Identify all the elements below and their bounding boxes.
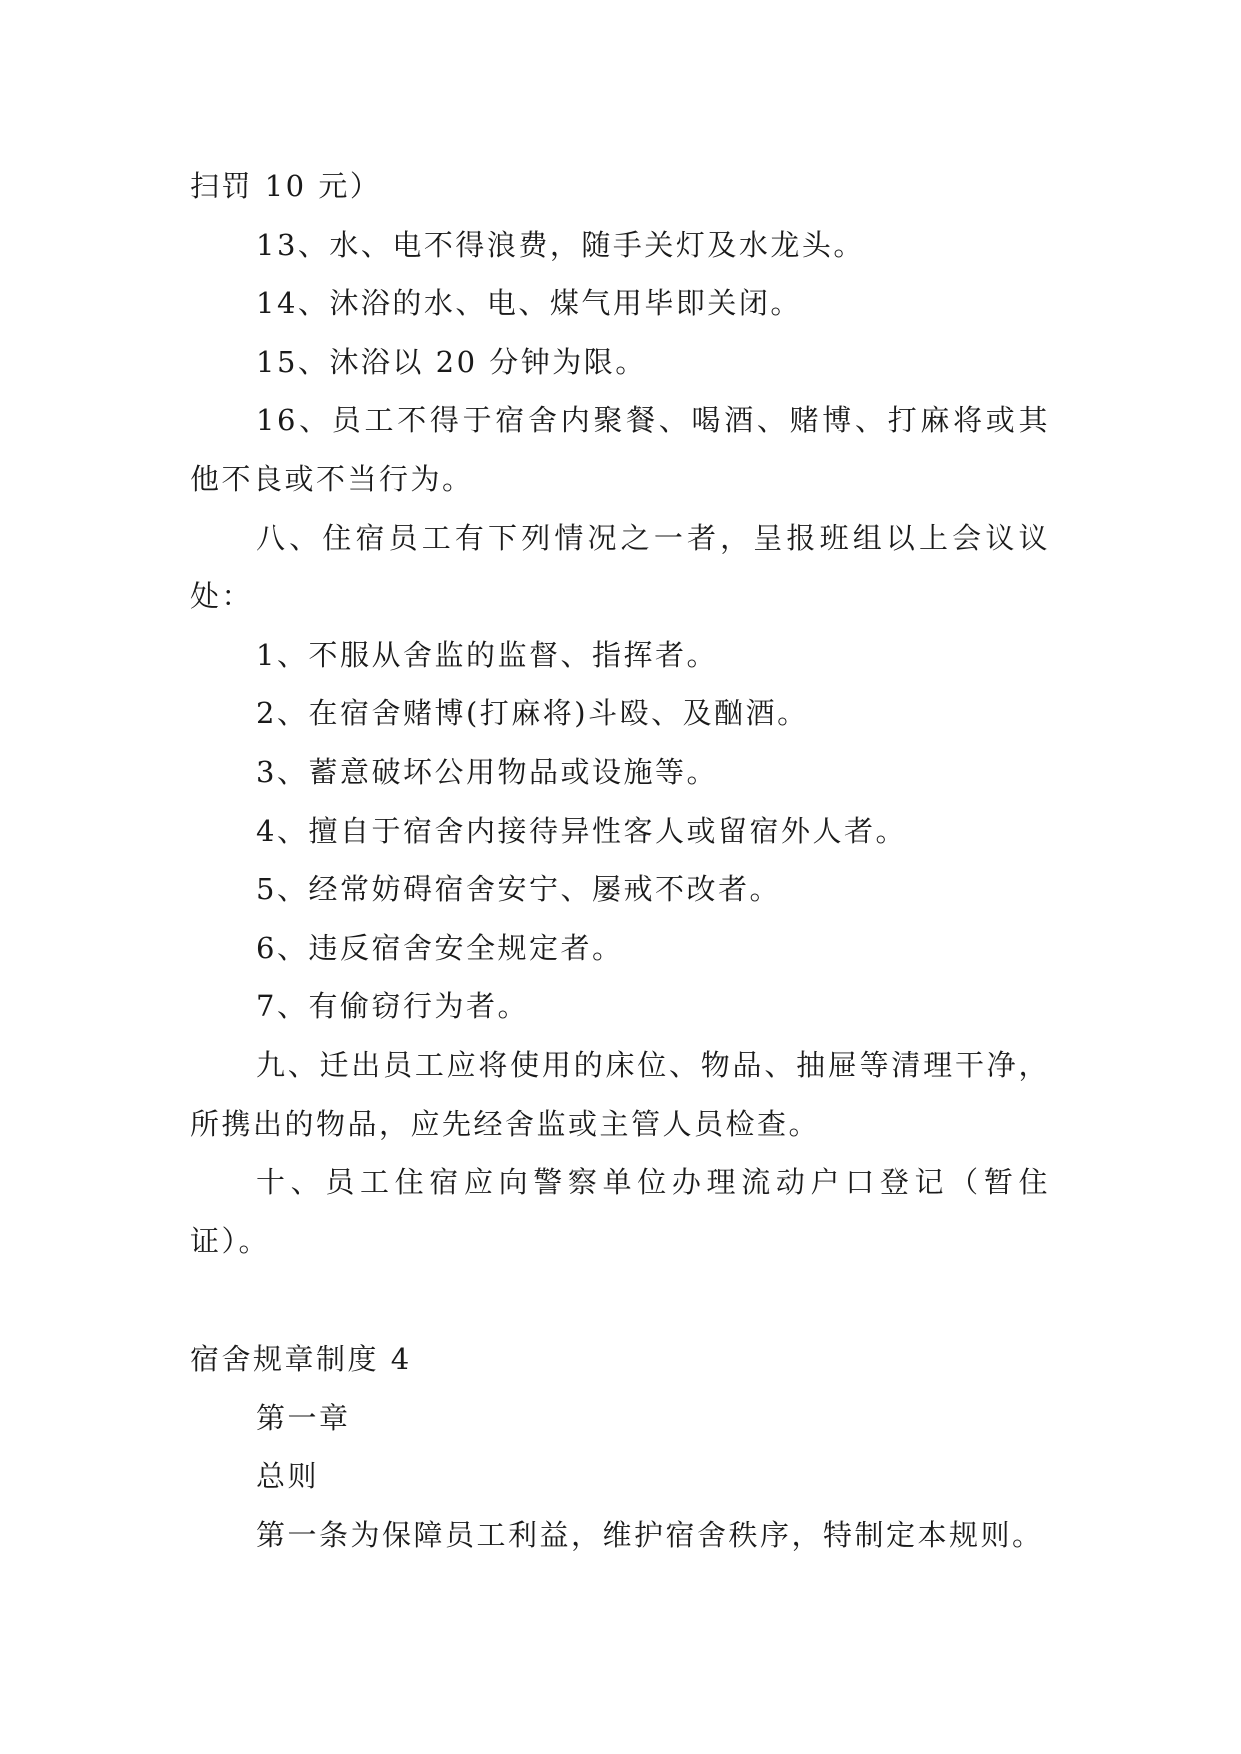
article-one: 第一条为保障员工利益，维护宿舍秩序，特制定本规则。 — [256, 1518, 1044, 1553]
document-body — [190, 157, 1050, 1565]
paragraph-line: 处： — [190, 579, 254, 614]
violation-item-6: 6、违反宿舍安全规定者。 — [256, 930, 624, 965]
rule-item-14: 14、沐浴的水、电、煤气用毕即关闭。 — [256, 286, 802, 321]
violation-item-4: 4、擅自于宿舍内接待异性客人或留宿外人者。 — [256, 813, 907, 848]
paragraph-line: 证）。 — [190, 1223, 271, 1258]
violation-item-3: 3、蓄意破坏公用物品或设施等。 — [256, 754, 718, 789]
violation-item-2: 2、在宿舍赌博(打麻将)斗殴、及酗酒。 — [256, 696, 809, 731]
document-heading: 宿舍规章制度 4 — [190, 1342, 412, 1377]
paragraph-line: 九、迁出员工应将使用的床位、物品、抽屉等清理干净， — [256, 1047, 1050, 1082]
section-ten — [190, 1153, 1050, 1270]
section-eight — [190, 509, 1050, 626]
violation-item-1: 1、不服从舍监的监督、指挥者。 — [256, 637, 718, 672]
violation-item-5: 5、经常妨碍宿舍安宁、屡戒不改者。 — [256, 872, 781, 907]
text-line: 扫罚 10 元） — [190, 169, 382, 203]
chapter-title: 第一章 — [256, 1400, 351, 1435]
paragraph-line: 他不良或不当行为。 — [190, 461, 474, 496]
paragraph-line: 十、员工住宿应向警察单位办理流动户口登记（暂住 — [256, 1165, 1050, 1200]
rule-item-13: 13、水、电不得浪费，随手关灯及水龙头。 — [256, 227, 865, 262]
section-nine — [190, 1036, 1050, 1153]
paragraph-line: 所携出的物品，应先经舍监或主管人员检查。 — [190, 1106, 821, 1141]
spacer — [190, 1270, 1050, 1330]
rule-item-15: 15、沐浴以 20 分钟为限。 — [256, 344, 647, 379]
paragraph-line: 八、住宿员工有下列情况之一者，呈报班组以上会议议 — [256, 520, 1050, 555]
chapter-subtitle: 总则 — [256, 1459, 320, 1494]
paragraph-line: 16、员工不得于宿舍内聚餐、喝酒、赌博、打麻将或其 — [256, 403, 1050, 438]
violation-item-7: 7、有偷窃行为者。 — [256, 989, 529, 1024]
rule-item-16 — [190, 391, 1050, 508]
